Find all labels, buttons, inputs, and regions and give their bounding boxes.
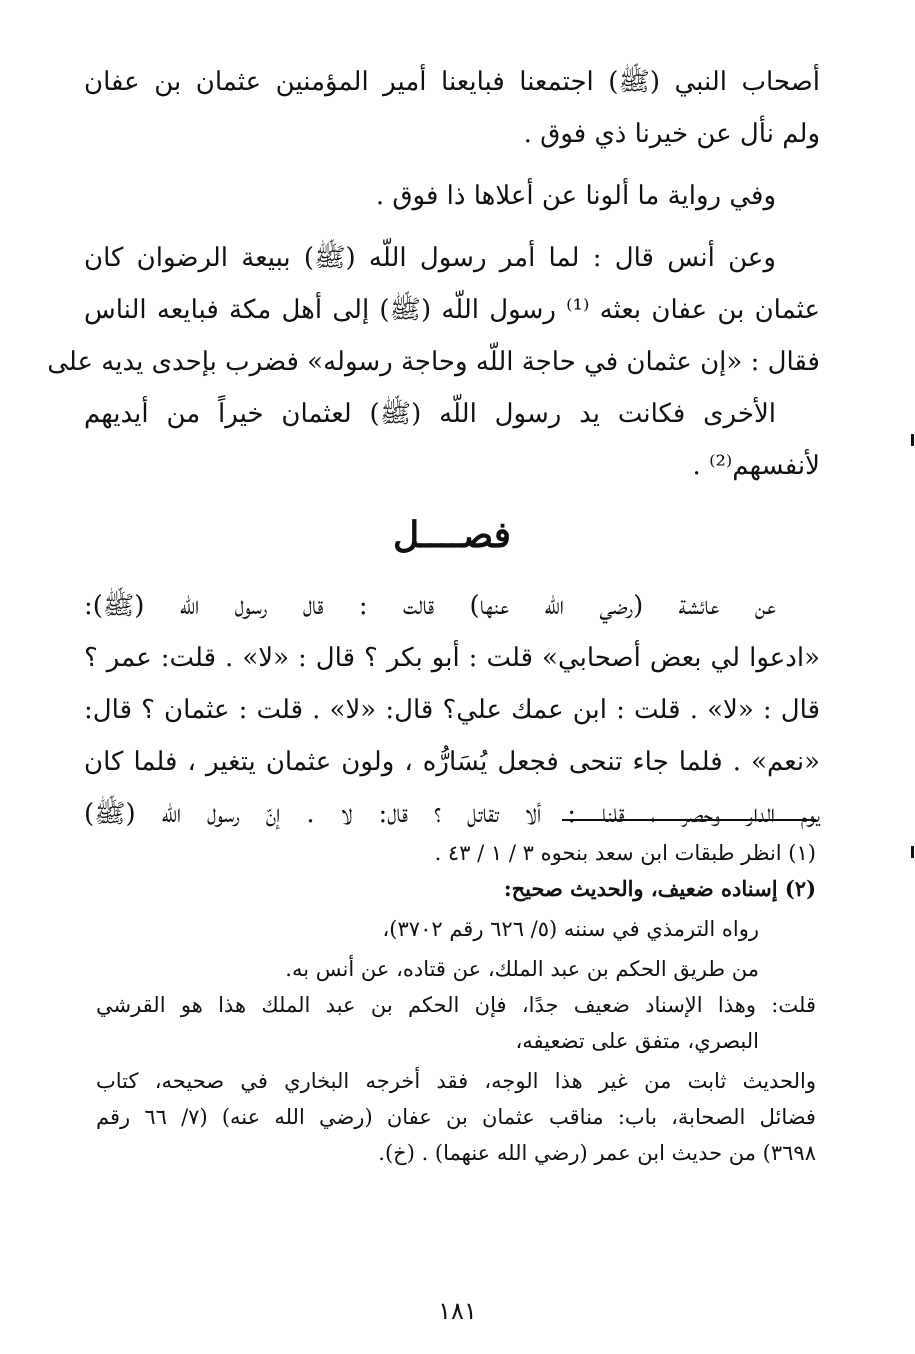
footnote-2-line: من طريق الحكم بن عبد الملك، عن قتاده، عن أنس به.: [285, 957, 759, 981]
page-number: ١٨١: [438, 1297, 477, 1325]
footnote-2-line: والحديث ثابت من غير هذا الوجه، فقد أخرجه البخاري في صحيحه، كتاب: [96, 1069, 816, 1093]
text-line: «نعم» . فلما جاء تنحى فجعل يُسَارُّه ، ولون عثمان يتغير ، فلما كان: [84, 747, 820, 777]
text-line: يوم الدار وحصر ، قلنا : ألا تقاتل ؟ قال: لا . إنّ رسول الله (ﷺ): [84, 799, 820, 829]
scan-mark: [911, 434, 914, 446]
text-line: عثمان بن عفان بعثه ⁽¹⁾ رسول اللّه (ﷺ) إلى أهل مكة فبايعه الناس: [84, 295, 820, 325]
text-line: وفي رواية ما ألونا عن أعلاها ذا فوق .: [375, 181, 776, 211]
text-line: وعن أنس قال : لما أمر رسول اللّه (ﷺ) ببيعة الرضوان كان: [84, 243, 776, 273]
footnote-2-line: فضائل الصحابة، باب: مناقب عثمان بن عفان (رضي الله عنه) (٧/ ٦٦ رقم: [96, 1105, 816, 1129]
main-text: [47, 56, 820, 840]
footnote-separator: [562, 819, 816, 821]
text-line: قال : «لا» . قلت : ابن عمك علي؟ قال: «لا» . قلت : عثمان ؟ قال:: [84, 695, 820, 725]
text-line: عن عائشة (رضي اللّه عنها) قالت : قال رسول اللّه (ﷺ):: [84, 591, 776, 621]
footnote-1: (١) انظر طبقات ابن سعد بنحوه ٣ / ١ / ٤٣ .: [434, 841, 816, 865]
footnote-2-line: البصري، متفق على تضعيفه،: [515, 1029, 759, 1053]
text-line: الأخرى فكانت يد رسول اللّه (ﷺ) لعثمان خيراً من أيديهم: [84, 399, 776, 429]
text-line: فقال : «إن عثمان في حاجة اللّه وحاجة رسوله» فضرب بإحدى يديه على: [47, 347, 820, 377]
section-heading: فصــــل: [393, 514, 511, 556]
text-line: ولم نأل عن خيرنا ذي فوق .: [523, 119, 820, 149]
scan-mark: [911, 846, 914, 858]
text-line: أصحاب النبي (ﷺ) اجتمعنا فبايعنا أمير المؤمنين عثمان بن عفان: [84, 67, 820, 97]
text-line: لأنفسهم⁽²⁾ .: [692, 451, 820, 481]
footnote-2-line: رواه الترمذي في سننه (٥/ ٦٢٦ رقم ٣٧٠٢)،: [382, 917, 759, 941]
text-line: «ادعوا لي بعض أصحابي» قلت : أبو بكر ؟ قال : «لا» . قلت: عمر ؟: [84, 643, 820, 673]
footnote-2-heading: (٢) إسناده ضعيف، والحديث صحيح:: [503, 876, 816, 901]
footnote-2-line: ٣٦٩٨) من حديث ابن عمر (رضي الله عنهما) . (خ).: [378, 1141, 816, 1165]
footnote-2-line: قلت: وهذا الإسناد ضعيف جدًا، فإن الحكم بن عبد الملك هذا هو القرشي: [96, 993, 816, 1017]
